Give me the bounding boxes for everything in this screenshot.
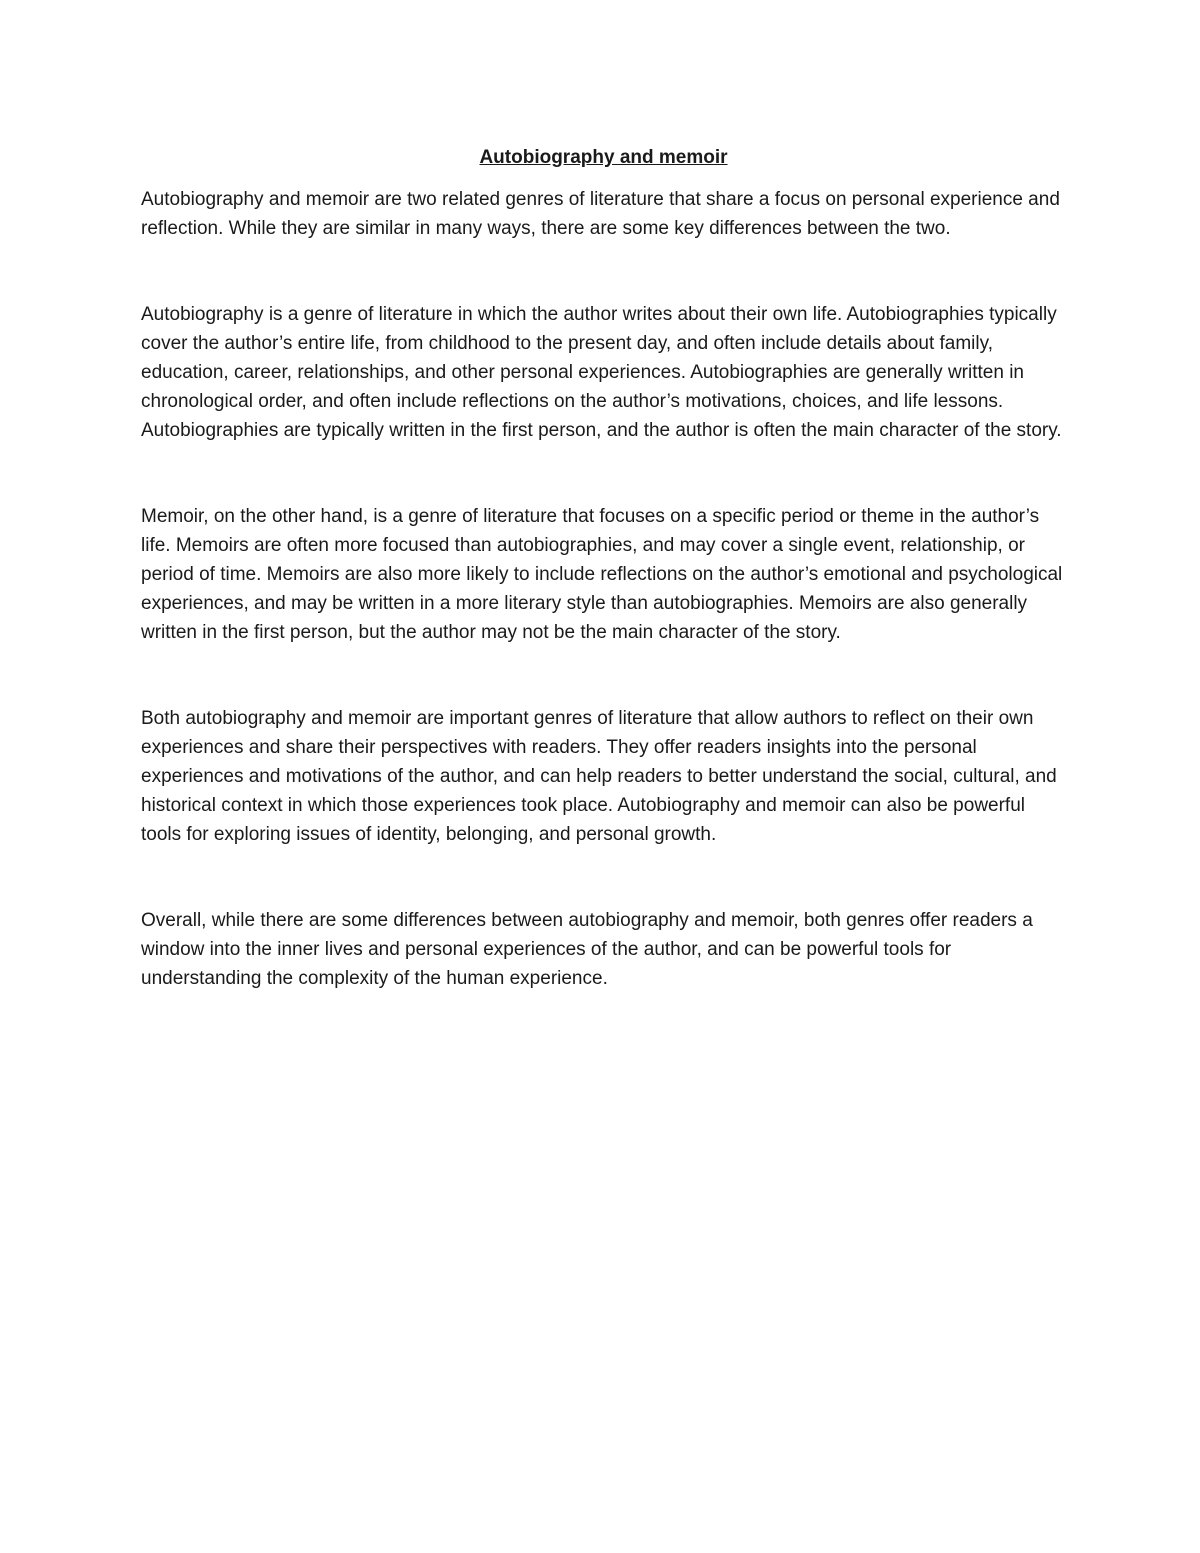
document-body bbox=[141, 143, 1066, 993]
paragraph-autobiography: Autobiography is a genre of literature in which the author writes about their own life. Autobiographies typically cover the author’s entire life, from childhood to the present day, and often include details about family, education, career, relationships, and other personal experiences. Autobiographies are generally written in chronological order, and often include reflections on the author’s motivations, choices, and life lessons. Autobiographies are typically written in the first person, and the author is often the main character of the story. bbox=[141, 304, 1062, 441]
paragraph-intro: Autobiography and memoir are two related genres of literature that share a focus on personal experience and reflection. While they are similar in many ways, there are some key differences between the two. bbox=[141, 189, 1060, 239]
paragraph-overall: Overall, while there are some differences between autobiography and memoir, both genres offer readers a window into the inner lives and personal experiences of the author, and can be powerful tools for understanding the complexity of the human experience. bbox=[141, 910, 1033, 989]
paragraph-memoir: Memoir, on the other hand, is a genre of literature that focuses on a specific period or theme in the author’s life. Memoirs are often more focused than autobiographies, and may cover a single event, relationship, or period of time. Memoirs are also more likely to include reflections on the author’s emotional and psychological experiences, and may be written in a more literary style than autobiographies. Memoirs are also generally written in the first person, but the author may not be the main character of the story. bbox=[141, 506, 1063, 643]
paragraph-both: Both autobiography and memoir are important genres of literature that allow authors to reflect on their own experiences and share their perspectives with readers. They offer readers insights into the personal experiences and motivations of the author, and can help readers to better understand the social, cultural, and historical context in which those experiences took place. Autobiography and memoir can also be powerful tools for exploring issues of identity, belonging, and personal growth. bbox=[141, 708, 1057, 845]
document-title: Autobiography and memoir bbox=[479, 147, 728, 168]
